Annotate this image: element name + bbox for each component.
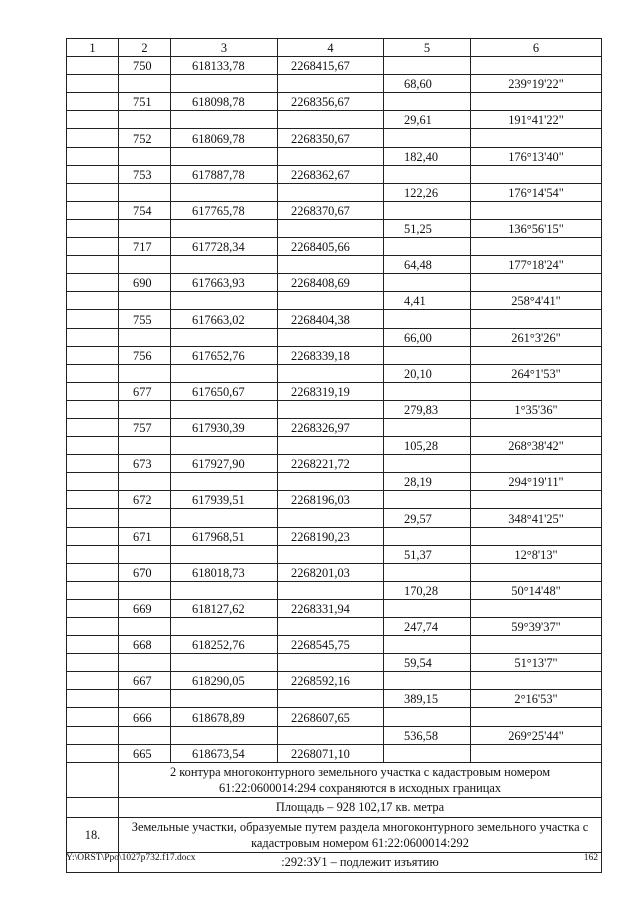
empty-cell [67, 201, 119, 219]
empty-cell [171, 654, 278, 672]
point-number: 690 [119, 274, 171, 292]
empty-cell [119, 437, 171, 455]
segment-length: 105,28 [384, 437, 471, 455]
empty-cell [67, 797, 119, 817]
y-coordinate: 2268356,67 [278, 93, 384, 111]
empty-cell [471, 274, 602, 292]
segment-row [67, 437, 602, 455]
empty-cell [171, 473, 278, 491]
x-coordinate: 618673,54 [171, 744, 278, 762]
empty-cell [67, 57, 119, 75]
empty-cell [278, 292, 384, 310]
empty-cell [471, 129, 602, 147]
empty-cell [471, 418, 602, 436]
empty-cell [67, 129, 119, 147]
segment-row [67, 400, 602, 418]
point-number: 666 [119, 708, 171, 726]
point-number: 672 [119, 491, 171, 509]
segment-row [67, 256, 602, 274]
empty-cell [278, 147, 384, 165]
empty-cell [67, 437, 119, 455]
item-18-row [67, 817, 602, 852]
direction-angle: 2°16'53" [471, 690, 602, 708]
empty-cell [471, 165, 602, 183]
empty-cell [67, 455, 119, 473]
x-coordinate: 618127,62 [171, 599, 278, 617]
empty-cell [67, 382, 119, 400]
empty-cell [119, 473, 171, 491]
empty-cell [384, 418, 471, 436]
segment-length: 64,48 [384, 256, 471, 274]
empty-cell [67, 147, 119, 165]
point-row [67, 418, 602, 436]
empty-cell [67, 744, 119, 762]
empty-cell [171, 618, 278, 636]
empty-cell [67, 292, 119, 310]
empty-cell [278, 219, 384, 237]
empty-cell [471, 491, 602, 509]
segment-row [67, 545, 602, 563]
empty-cell [278, 328, 384, 346]
point-number: 756 [119, 346, 171, 364]
empty-cell [67, 509, 119, 527]
segment-row [67, 147, 602, 165]
segment-row [67, 183, 602, 201]
segment-length: 536,58 [384, 726, 471, 744]
empty-cell [67, 599, 119, 617]
y-coordinate: 2268326,97 [278, 418, 384, 436]
empty-cell [278, 473, 384, 491]
point-number: 753 [119, 165, 171, 183]
empty-cell [67, 183, 119, 201]
y-coordinate: 2268190,23 [278, 527, 384, 545]
segment-length: 279,83 [384, 400, 471, 418]
segment-row [67, 219, 602, 237]
empty-cell [384, 455, 471, 473]
empty-cell [67, 491, 119, 509]
empty-cell [119, 364, 171, 382]
x-coordinate: 617968,51 [171, 527, 278, 545]
segment-length: 4,41 [384, 292, 471, 310]
empty-cell [67, 346, 119, 364]
segment-row [67, 654, 602, 672]
empty-cell [384, 129, 471, 147]
y-coordinate: 2268362,67 [278, 165, 384, 183]
segment-length: 68,60 [384, 75, 471, 93]
direction-angle: 191°41'22" [471, 111, 602, 129]
empty-cell [67, 708, 119, 726]
empty-cell [471, 57, 602, 75]
empty-cell [471, 636, 602, 654]
point-number: 757 [119, 418, 171, 436]
x-coordinate: 618069,78 [171, 129, 278, 147]
y-coordinate: 2268370,67 [278, 201, 384, 219]
point-number: 671 [119, 527, 171, 545]
empty-cell [67, 238, 119, 256]
x-coordinate: 617663,02 [171, 310, 278, 328]
empty-cell [171, 437, 278, 455]
empty-cell [278, 545, 384, 563]
y-coordinate: 2268408,69 [278, 274, 384, 292]
col-header-1: 1 [67, 39, 119, 57]
segment-row [67, 473, 602, 491]
empty-cell [278, 111, 384, 129]
empty-cell [384, 527, 471, 545]
empty-cell [119, 509, 171, 527]
empty-cell [384, 274, 471, 292]
direction-angle: 239°19'22" [471, 75, 602, 93]
direction-angle: 348°41'25" [471, 509, 602, 527]
y-coordinate: 2268071,10 [278, 744, 384, 762]
x-coordinate: 617930,39 [171, 418, 278, 436]
empty-cell [278, 437, 384, 455]
segment-row [67, 581, 602, 599]
empty-cell [67, 527, 119, 545]
point-row [67, 672, 602, 690]
area-row [67, 797, 602, 817]
empty-cell [171, 183, 278, 201]
point-row [67, 527, 602, 545]
point-row [67, 274, 602, 292]
x-coordinate: 617887,78 [171, 165, 278, 183]
segment-row [67, 364, 602, 382]
empty-cell [278, 618, 384, 636]
empty-cell [119, 219, 171, 237]
y-coordinate: 2268592,16 [278, 672, 384, 690]
segment-row [67, 328, 602, 346]
empty-cell [67, 364, 119, 382]
empty-cell [67, 473, 119, 491]
empty-cell [384, 708, 471, 726]
empty-cell [278, 400, 384, 418]
empty-cell [384, 57, 471, 75]
x-coordinate: 618018,73 [171, 563, 278, 581]
direction-angle: 1°35'36" [471, 400, 602, 418]
empty-cell [384, 201, 471, 219]
y-coordinate: 2268607,65 [278, 708, 384, 726]
empty-cell [67, 328, 119, 346]
col-header-4: 4 [278, 39, 384, 57]
point-number: 670 [119, 563, 171, 581]
empty-cell [119, 545, 171, 563]
y-coordinate: 2268415,67 [278, 57, 384, 75]
point-number: 755 [119, 310, 171, 328]
point-number: 754 [119, 201, 171, 219]
empty-cell [384, 636, 471, 654]
empty-cell [67, 219, 119, 237]
direction-angle: 136°56'15" [471, 219, 602, 237]
segment-length: 51,37 [384, 545, 471, 563]
direction-angle: 177°18'24" [471, 256, 602, 274]
empty-cell [171, 545, 278, 563]
col-header-2: 2 [119, 39, 171, 57]
point-row [67, 57, 602, 75]
empty-cell [471, 238, 602, 256]
empty-cell [171, 581, 278, 599]
empty-cell [471, 310, 602, 328]
empty-cell [119, 183, 171, 201]
empty-cell [171, 509, 278, 527]
empty-cell [119, 292, 171, 310]
empty-cell [384, 93, 471, 111]
segment-row [67, 726, 602, 744]
segment-row [67, 509, 602, 527]
direction-angle: 59°39'37" [471, 618, 602, 636]
segment-length: 20,10 [384, 364, 471, 382]
point-row [67, 636, 602, 654]
point-number: 751 [119, 93, 171, 111]
segment-row [67, 292, 602, 310]
empty-cell [171, 726, 278, 744]
point-number: 750 [119, 57, 171, 75]
empty-cell [67, 93, 119, 111]
x-coordinate: 617927,90 [171, 455, 278, 473]
point-number: 673 [119, 455, 171, 473]
point-row [67, 165, 602, 183]
empty-cell [67, 690, 119, 708]
point-row [67, 201, 602, 219]
segment-row [67, 111, 602, 129]
empty-cell [67, 654, 119, 672]
empty-cell [171, 147, 278, 165]
segment-row [67, 690, 602, 708]
point-row [67, 310, 602, 328]
x-coordinate: 617728,34 [171, 238, 278, 256]
x-coordinate: 617939,51 [171, 491, 278, 509]
empty-cell [471, 93, 602, 111]
y-coordinate: 2268404,38 [278, 310, 384, 328]
empty-cell [67, 563, 119, 581]
direction-angle: 268°38'42" [471, 437, 602, 455]
empty-cell [67, 256, 119, 274]
empty-cell [384, 563, 471, 581]
empty-cell [119, 328, 171, 346]
segment-length: 51,25 [384, 219, 471, 237]
empty-cell [278, 726, 384, 744]
x-coordinate: 618098,78 [171, 93, 278, 111]
empty-cell [278, 690, 384, 708]
empty-cell [384, 491, 471, 509]
direction-angle: 176°14'54" [471, 183, 602, 201]
empty-cell [171, 219, 278, 237]
empty-cell [67, 672, 119, 690]
direction-angle: 264°1'53" [471, 364, 602, 382]
direction-angle: 261°3'26" [471, 328, 602, 346]
x-coordinate: 617650,67 [171, 382, 278, 400]
empty-cell [119, 75, 171, 93]
empty-cell [278, 509, 384, 527]
item-sub-text: :292:ЗУ1 – подлежит изъятию [119, 852, 602, 872]
segment-length: 182,40 [384, 147, 471, 165]
y-coordinate: 2268331,94 [278, 599, 384, 617]
direction-angle: 176°13'40" [471, 147, 602, 165]
segment-length: 170,28 [384, 581, 471, 599]
empty-cell [67, 111, 119, 129]
point-number: 667 [119, 672, 171, 690]
empty-cell [384, 238, 471, 256]
empty-cell [67, 726, 119, 744]
point-row [67, 599, 602, 617]
direction-angle: 258°4'41" [471, 292, 602, 310]
segment-length: 59,54 [384, 654, 471, 672]
empty-cell [171, 364, 278, 382]
empty-cell [171, 111, 278, 129]
col-header-5: 5 [384, 39, 471, 57]
empty-cell [67, 636, 119, 654]
direction-angle: 12°8'13" [471, 545, 602, 563]
segment-length: 66,00 [384, 328, 471, 346]
empty-cell [67, 618, 119, 636]
empty-cell [171, 690, 278, 708]
x-coordinate: 618290,05 [171, 672, 278, 690]
empty-cell [119, 256, 171, 274]
col-header-3: 3 [171, 39, 278, 57]
direction-angle: 294°19'11" [471, 473, 602, 491]
point-row [67, 491, 602, 509]
point-row [67, 744, 602, 762]
empty-cell [278, 654, 384, 672]
direction-angle: 51°13'7" [471, 654, 602, 672]
empty-cell [384, 599, 471, 617]
point-number: 752 [119, 129, 171, 147]
empty-cell [67, 545, 119, 563]
footer-file-path: Y:\ORST\Ppo\1027p732.f17.docx [66, 853, 196, 863]
x-coordinate: 617663,93 [171, 274, 278, 292]
segment-length: 29,61 [384, 111, 471, 129]
segment-length: 28,19 [384, 473, 471, 491]
empty-cell [384, 382, 471, 400]
empty-cell [278, 75, 384, 93]
col-header-6: 6 [471, 39, 602, 57]
y-coordinate: 2268405,66 [278, 238, 384, 256]
point-row [67, 382, 602, 400]
point-row [67, 129, 602, 147]
coordinates-table [66, 38, 602, 873]
x-coordinate: 618252,76 [171, 636, 278, 654]
empty-cell [119, 618, 171, 636]
empty-cell [171, 292, 278, 310]
x-coordinate: 617652,76 [171, 346, 278, 364]
y-coordinate: 2268339,18 [278, 346, 384, 364]
item-description: Земельные участки, образуемые путем раздела многоконтурного земельного участка с кадастровым номером 61:22:0600014:292 [119, 817, 602, 852]
point-row [67, 563, 602, 581]
empty-cell [384, 165, 471, 183]
direction-angle: 50°14'48" [471, 581, 602, 599]
empty-cell [171, 75, 278, 93]
point-row [67, 455, 602, 473]
y-coordinate: 2268221,72 [278, 455, 384, 473]
empty-cell [471, 455, 602, 473]
empty-cell [384, 346, 471, 364]
empty-cell [278, 256, 384, 274]
empty-cell [119, 581, 171, 599]
point-row [67, 708, 602, 726]
segment-length: 389,15 [384, 690, 471, 708]
empty-cell [171, 400, 278, 418]
empty-cell [119, 111, 171, 129]
empty-cell [471, 744, 602, 762]
y-coordinate: 2268201,03 [278, 563, 384, 581]
point-row [67, 238, 602, 256]
point-number: 717 [119, 238, 171, 256]
segment-length: 122,26 [384, 183, 471, 201]
x-coordinate: 618678,89 [171, 708, 278, 726]
empty-cell [67, 418, 119, 436]
y-coordinate: 2268350,67 [278, 129, 384, 147]
contour-note-row [67, 762, 602, 797]
empty-cell [278, 183, 384, 201]
empty-cell [278, 581, 384, 599]
header-row [67, 39, 602, 57]
item-number: 18. [67, 817, 119, 852]
x-coordinate: 618133,78 [171, 57, 278, 75]
empty-cell [471, 346, 602, 364]
empty-cell [119, 147, 171, 165]
empty-cell [67, 310, 119, 328]
point-number: 665 [119, 744, 171, 762]
y-coordinate: 2268319,19 [278, 382, 384, 400]
empty-cell [471, 563, 602, 581]
empty-cell [471, 708, 602, 726]
point-number: 668 [119, 636, 171, 654]
y-coordinate: 2268196,03 [278, 491, 384, 509]
point-number: 677 [119, 382, 171, 400]
area-text: Площадь – 928 102,17 кв. метра [119, 797, 602, 817]
empty-cell [278, 364, 384, 382]
empty-cell [384, 672, 471, 690]
segment-length: 247,74 [384, 618, 471, 636]
point-row [67, 93, 602, 111]
empty-cell [67, 75, 119, 93]
empty-cell [471, 527, 602, 545]
empty-cell [67, 274, 119, 292]
point-number: 669 [119, 599, 171, 617]
empty-cell [119, 400, 171, 418]
empty-cell [67, 400, 119, 418]
footer-page-number: 162 [583, 853, 598, 863]
empty-cell [67, 165, 119, 183]
empty-cell [384, 744, 471, 762]
direction-angle: 269°25'44" [471, 726, 602, 744]
segment-row [67, 618, 602, 636]
empty-cell [471, 201, 602, 219]
empty-cell [171, 256, 278, 274]
empty-cell [471, 599, 602, 617]
empty-cell [119, 654, 171, 672]
y-coordinate: 2268545,75 [278, 636, 384, 654]
x-coordinate: 617765,78 [171, 201, 278, 219]
empty-cell [67, 762, 119, 797]
empty-cell [119, 726, 171, 744]
empty-cell [384, 310, 471, 328]
empty-cell [471, 672, 602, 690]
segment-length: 29,57 [384, 509, 471, 527]
segment-row [67, 75, 602, 93]
empty-cell [471, 382, 602, 400]
empty-cell [67, 581, 119, 599]
empty-cell [119, 690, 171, 708]
empty-cell [171, 328, 278, 346]
contour-note: 2 контура многоконтурного земельного участка с кадастровым номером 61:22:0600014:294 сохраняются в исходных границах [119, 762, 602, 797]
point-row [67, 346, 602, 364]
